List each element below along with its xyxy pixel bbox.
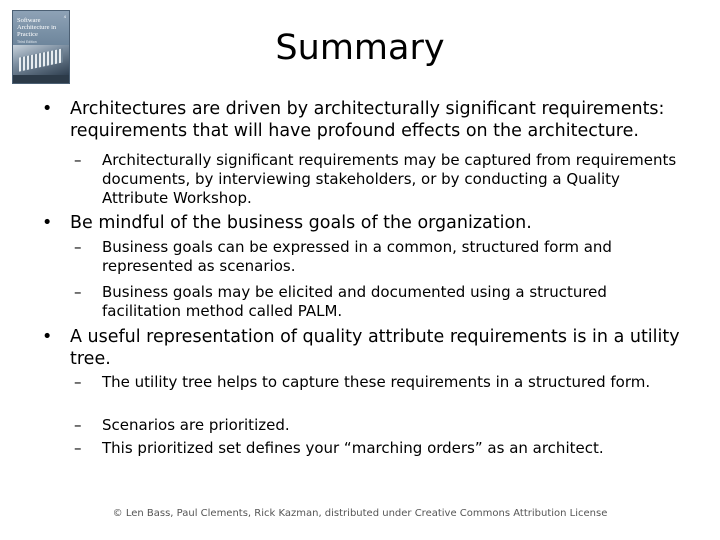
bullet-icon: • — [42, 213, 53, 233]
sub-bullet-item — [74, 416, 684, 435]
sub-bullet-item — [74, 238, 684, 276]
sub-bullet-text: Architecturally significant requirements may be captured from requirements documents, by interviewing stakeholders, or by conducting a Quality Attribute Workshop. — [102, 151, 677, 207]
sub-bullet-item — [74, 373, 684, 392]
bullet-item — [42, 98, 682, 142]
copyright-footer: © Len Bass, Paul Clements, Rick Kazman, distributed under Creative Commons Attribution License — [112, 508, 608, 519]
book-cover-band — [13, 75, 69, 83]
bullet-item — [42, 212, 682, 234]
sub-bullet-text: Scenarios are prioritized. — [102, 416, 290, 434]
dash-icon: – — [74, 238, 82, 256]
slide-title: Summary — [275, 28, 445, 68]
book-cover-number: 4 — [63, 14, 66, 19]
dash-icon: – — [74, 416, 82, 434]
sub-bullet-text: Business goals may be elicited and documented using a structured facilitation method called PALM. — [102, 283, 607, 320]
sub-bullet-item — [74, 283, 684, 321]
sub-bullet-text: Business goals can be expressed in a common, structured form and represented as scenarios. — [102, 238, 612, 275]
bullet-text: A useful representation of quality attribute requirements is in a utility tree. — [70, 327, 680, 369]
sub-bullet-text: This prioritized set defines your “marching orders” as an architect. — [102, 439, 604, 457]
bullet-text: Be mindful of the business goals of the organization. — [70, 213, 532, 233]
dash-icon: – — [74, 151, 82, 169]
dash-icon: – — [74, 439, 82, 457]
sub-bullet-text: The utility tree helps to capture these requirements in a structured form. — [102, 373, 651, 391]
bullet-icon: • — [42, 99, 53, 119]
bullet-icon: • — [42, 327, 53, 347]
book-cover-edition: Third Edition — [17, 40, 37, 44]
bullet-text: Architectures are driven by architecturally significant requirements: requirements that will have profound effects on the architecture. — [70, 99, 665, 141]
sub-bullet-item — [74, 151, 684, 208]
bullet-item — [42, 326, 682, 370]
dash-icon: – — [74, 373, 82, 391]
book-cover-title: Software Architecture in Practice — [17, 17, 57, 38]
dash-icon: – — [74, 283, 82, 301]
sub-bullet-item — [74, 439, 684, 458]
